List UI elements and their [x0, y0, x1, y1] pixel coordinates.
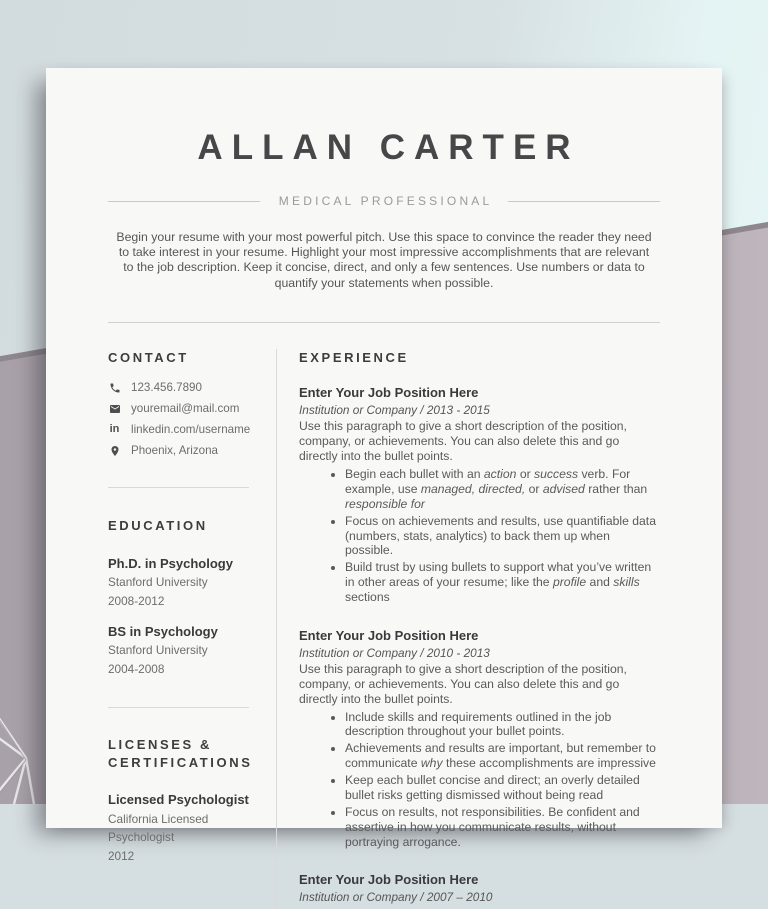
school-name: Stanford University [108, 575, 208, 590]
job-entry-2 [299, 628, 660, 850]
job-bullet: • Keep each bullet concise and direct; an overly detailed bullet risks getting dismissed without being read [345, 773, 660, 803]
resume-page [46, 68, 722, 905]
job-company-dates: Institution or Company / 2013 - 2015 [299, 403, 490, 418]
job-company-dates: Institution or Company / 2007 – 2010 [299, 890, 493, 905]
job-company-dates: Institution or Company / 2010 - 2013 [299, 645, 490, 660]
contact-item-phone [108, 381, 249, 394]
degree-title: Ph.D. in Psychology [108, 556, 233, 572]
degree-years: 2004-2008 [108, 661, 165, 676]
education-entry [108, 556, 249, 610]
job-title: Enter Your Job Position Here [299, 872, 479, 888]
title-rule-right [508, 201, 660, 202]
job-description: Use this paragraph to give a short description of the position, company, or achievements. You can also delete this and go directly into the bullet points. [299, 419, 627, 464]
degree-title: BS in Psychology [108, 623, 218, 639]
job-bullet: • Include skills and requirements outlined in the job description throughout your bullet points. [345, 710, 660, 740]
phone-icon [108, 381, 121, 394]
contact-heading: CONTACT [108, 349, 189, 365]
job-title: Enter Your Job Position Here [299, 385, 479, 401]
degree-years: 2008-2012 [108, 593, 165, 608]
email-address: youremail@mail.com [131, 402, 240, 416]
job-entry-3 [299, 872, 660, 904]
summary-paragraph: Begin your resume with your most powerful pitch. Use this space to convince the reader they need to take interest in your resume. Highlight your most impressive accomplishments that are relevant to the job description. Keep it concise, direct, and only a few sentences. Use numbers or data to quantify your statements when possible. [116, 230, 652, 290]
header-divider [108, 322, 660, 323]
job-bullet: • Focus on results, not responsibilities. Be confident and assertive in how you communicate results, without portraying arrogance. [345, 805, 660, 850]
job-bullet-list [299, 710, 660, 850]
job-entry-1 [299, 385, 660, 605]
right-column [277, 349, 660, 909]
license-entry [108, 792, 249, 864]
education-heading: EDUCATION [108, 518, 208, 534]
job-bullet: • Begin each bullet with an action or success verb. For example, use managed, directed, or advised rather than responsible for [345, 467, 660, 512]
left-column [108, 349, 277, 909]
license-detail: Psychologist [108, 830, 175, 845]
linkedin-icon: in [109, 423, 120, 436]
job-title: Enter Your Job Position Here [299, 627, 479, 643]
linkedin-url: linkedin.com/username [131, 423, 251, 437]
job-description: Use this paragraph to give a short description of the position, company, or achievements. You can also delete this and go directly into the bullet points. [299, 661, 627, 706]
contact-item-linkedin [108, 423, 249, 436]
location-text: Phoenix, Arizona [131, 444, 219, 458]
title-divider-row [108, 194, 660, 208]
left-divider-1 [108, 487, 249, 488]
license-title: Licensed Psychologist [108, 792, 249, 808]
email-icon [108, 402, 121, 415]
license-detail: California Licensed [108, 811, 209, 826]
two-column-body [108, 349, 660, 909]
license-year: 2012 [108, 849, 135, 863]
contact-item-location [108, 444, 249, 457]
phone-number: 123.456.7890 [131, 381, 202, 395]
contact-list [108, 381, 249, 457]
title-rule-left [108, 201, 260, 202]
left-divider-2 [108, 707, 249, 708]
education-entry [108, 624, 249, 678]
licenses-heading: LICENSES & CERTIFICATIONS [108, 737, 253, 770]
job-bullet: • Build trust by using bullets to support what you’ve written in other areas of your resume; like the profile and skills sections [345, 560, 660, 605]
job-bullet: • Focus on achievements and results, use quantifiable data (numbers, stats, analytics) to back them up when possible. [345, 514, 660, 559]
job-bullet: • Achievements and results are important, but remember to communicate why these accomplishments are impressive [345, 741, 660, 771]
contact-item-email [108, 402, 249, 415]
school-name: Stanford University [108, 642, 208, 657]
person-name: ALLAN CARTER [197, 128, 580, 167]
location-icon [108, 444, 121, 457]
job-bullet-list [299, 467, 660, 605]
person-title: MEDICAL PROFESSIONAL [278, 194, 493, 208]
experience-heading: EXPERIENCE [299, 349, 409, 365]
